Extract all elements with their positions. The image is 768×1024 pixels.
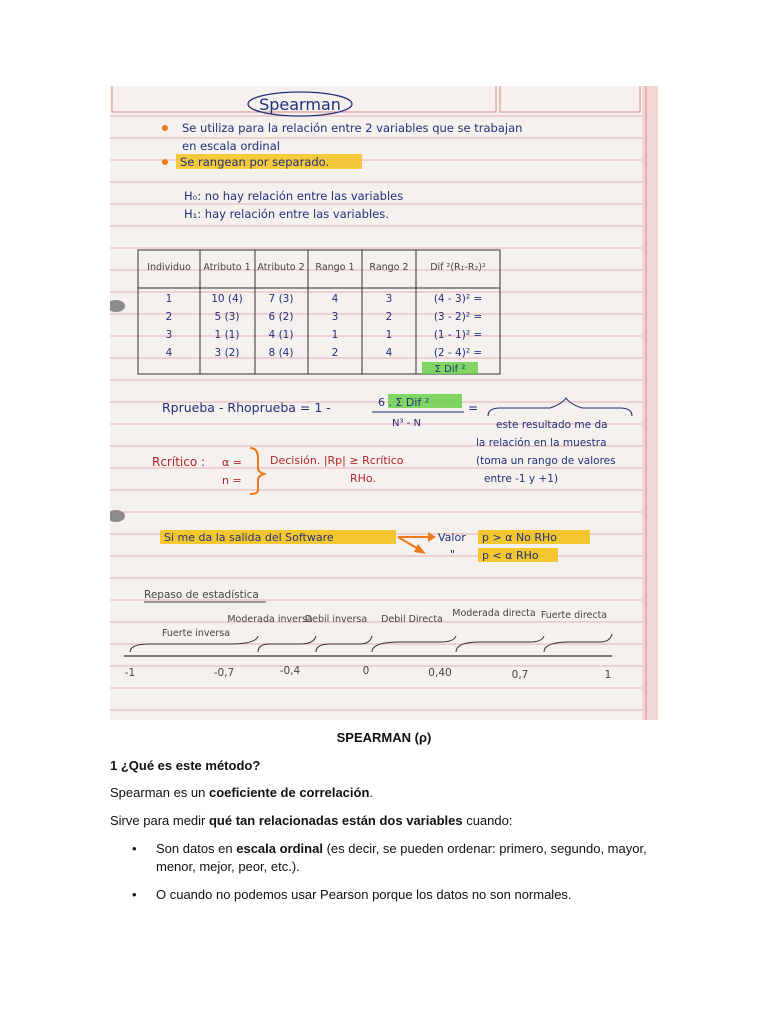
bold-term: qué tan relacionadas están dos variables [208, 813, 463, 828]
table-cell: 3 [385, 293, 393, 305]
table-cell: (3 - 2)² = [433, 311, 483, 323]
alpha-label: α = [222, 456, 242, 469]
bullet-list [110, 840, 658, 914]
table-cell: 5 (3) [214, 311, 240, 323]
table-cell: 1 [385, 329, 393, 341]
p-less-text: p < α RHo [482, 549, 539, 562]
notebook-page [110, 86, 658, 720]
h0-line: H₀: no hay relación entre las variables [184, 189, 404, 203]
table-cell: 7 (3) [268, 293, 294, 305]
table-cell: 3 [165, 329, 173, 341]
document-title: SPEARMAN (ρ) [336, 730, 432, 745]
scale-label: Fuerte inversa [161, 628, 231, 639]
bullet-icon: • [132, 841, 137, 856]
text-run: (es decir, se pueden ordenar: primero, segundo, mayor, menor, mejor, peor, etc.). [156, 841, 647, 874]
scale-tick: 0,40 [428, 667, 452, 679]
scale-tick: 0,7 [511, 669, 529, 681]
n-label: n = [222, 474, 242, 487]
list-item [110, 840, 658, 876]
bullet-icon: • [132, 887, 137, 902]
page-margin [642, 86, 658, 720]
sum-label: Σ Dif ² [434, 364, 466, 375]
note-line2: la relación en la muestra [476, 437, 607, 449]
table-cell: 4 [165, 347, 173, 359]
bold-term: escala ordinal [236, 841, 323, 856]
scale-tick: -0,7 [213, 667, 235, 679]
table-cell: 1 [165, 293, 173, 305]
text-run: . [369, 785, 374, 800]
text-run: Sirve para medir [110, 813, 209, 828]
formula-denominator: N³ - N [392, 418, 421, 429]
list-item [110, 886, 658, 904]
bold-term: coeficiente de correlación [209, 785, 370, 800]
bullet1-line1: Se utiliza para la relación entre 2 variables que se trabajan [182, 121, 523, 135]
repaso-title: Repaso de estadística [144, 589, 259, 601]
scale-label: Moderada directa [452, 608, 536, 619]
table-header: Dif ²(R₁-R₂)² [430, 262, 486, 273]
formula-numerator: 6 . Σ Dif ² [378, 396, 430, 409]
table-cell: 2 [165, 311, 173, 323]
table-header: Individuo [147, 262, 191, 273]
table-cell: 3 [331, 311, 339, 323]
note-line3: (toma un rango de valores [476, 455, 616, 467]
note-line4: entre -1 y +1) [484, 473, 559, 485]
bullet1-line2: en escala ordinal [182, 139, 280, 153]
table-cell: 4 [385, 347, 393, 359]
table-header: Rango 1 [315, 262, 355, 273]
table-cell: 2 [331, 347, 339, 359]
scale-tick: -1 [124, 667, 136, 679]
notebook-title: Spearman [259, 95, 341, 114]
scale-label: Debil inversa [304, 614, 368, 625]
table-cell: 4 [331, 293, 339, 305]
table-header: Atributo 1 [203, 262, 251, 273]
scale-tick: -0,4 [279, 665, 301, 677]
bullet2: Se rangean por separado. [180, 155, 330, 169]
scale-tick: 0 [362, 665, 370, 677]
table-cell: (4 - 3)² = [433, 293, 483, 305]
table-cell: 3 (2) [214, 347, 240, 359]
table-cell: (2 - 4)² = [433, 347, 483, 359]
text-run: cuando: [462, 813, 513, 828]
table-cell: 1 [331, 329, 339, 341]
table-cell: 2 [385, 311, 393, 323]
p-greater-text: p > α No RHo [482, 531, 558, 544]
formula-equals: = [468, 401, 479, 415]
orange-bullet [162, 125, 168, 131]
table-cell: 8 (4) [268, 347, 294, 359]
critico-label: Rcrítico : [152, 455, 206, 469]
formula-left: Rprueba - Rhoprueba = 1 - [162, 400, 331, 415]
scale-label: Fuerte directa [540, 610, 608, 621]
table-cell: (1 - 1)² = [433, 329, 483, 341]
paragraph-definition [110, 785, 373, 800]
table-cell: 1 (1) [214, 329, 240, 341]
text-run: Son datos en [156, 841, 237, 856]
scale-label: Moderada inversa [227, 614, 313, 625]
table-cell: 6 (2) [268, 311, 294, 323]
h1-line: H₁: hay relación entre las variables. [184, 207, 389, 221]
scale-tick: 1 [604, 669, 612, 681]
text-run: O cuando no podemos usar Pearson porque los datos no son normales. [156, 887, 572, 902]
paragraph-purpose [110, 813, 512, 828]
table-cell: 10 (4) [211, 293, 243, 305]
orange-bullet [162, 159, 168, 165]
note-line1: este resultado me da [496, 419, 608, 431]
valor-text: Valor [438, 531, 466, 544]
rho-text: RHo. [350, 472, 376, 485]
ditto-mark: " [450, 548, 456, 561]
table-header: Atributo 2 [257, 262, 305, 273]
text-run: Spearman es un [110, 785, 210, 800]
table-header: Rango 2 [369, 262, 409, 273]
section-heading: 1 ¿Qué es este método? [110, 758, 261, 773]
table-cell: 4 (1) [268, 329, 294, 341]
decision-text: Decisión. |Rp| ≥ Rcrítico [270, 454, 404, 467]
scale-label: Debil Directa [381, 614, 443, 625]
notebook-photo [110, 86, 658, 720]
software-text: Si me da la salida del Software [164, 531, 334, 544]
